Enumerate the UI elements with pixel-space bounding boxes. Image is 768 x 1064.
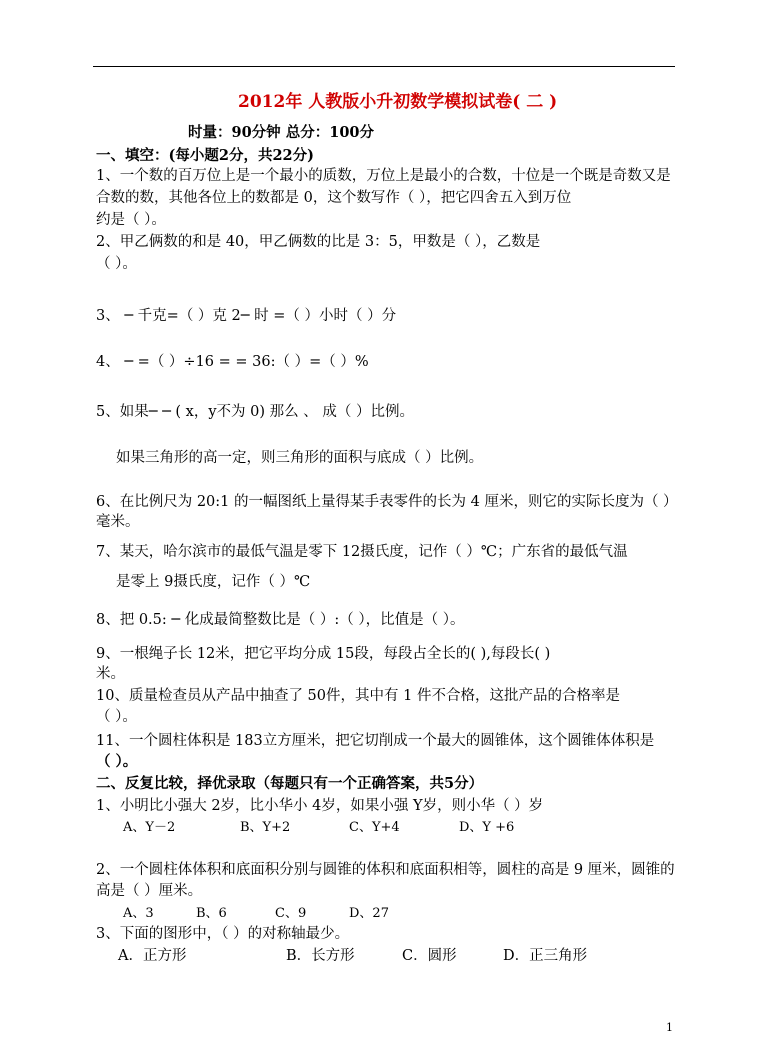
q8-line: 8、把 0.5: ─ 化成最简整数比是（ ）:（ ），比值是（ ）。 bbox=[96, 612, 465, 628]
q1-line1: 1、一个数的百万位上是一个最小的质数，万位上是最小的合数，十位是一个既是奇数又是 bbox=[96, 168, 671, 184]
q6-line1: 6、在比例尺为 20:1 的一幅图纸上量得某手表零件的长为 4 厘米，则它的实际长度为（ ） bbox=[96, 494, 678, 510]
q1-line2: 合数的数，其他各位上的数都是 0，这个数写作（ ），把它四舍五入到万位 bbox=[96, 190, 572, 206]
q9-line1: 9、一根绳子长 12米，把它平均分成 15段，每段占全长的( ),每段长( ) bbox=[96, 646, 551, 662]
s2-q2-option-c: C、9 bbox=[275, 906, 307, 921]
q10-line1: 10、质量检查员从产品中抽查了 50件，其中有 1 件不合格，这批产品的合格率是 bbox=[96, 688, 620, 704]
s2-q2-line1: 2、一个圆柱体体积和底面积分别与圆锥的体积和底面积相等，圆柱的高是 9 厘米，圆锥的 bbox=[96, 862, 675, 878]
section1-heading: 一、填空：(每小题2分，共22分) bbox=[96, 147, 314, 164]
s2-q3-option-b: B．长方形 bbox=[286, 948, 355, 964]
s2-q3-option-d: D．正三角形 bbox=[503, 948, 588, 964]
s2-q3-line: 3、下面的图形中，（ ）的对称轴最少。 bbox=[96, 926, 350, 942]
q9-line2: 米。 bbox=[96, 666, 125, 682]
q2-line2: （ ）。 bbox=[96, 256, 137, 272]
s2-q1-option-d: D、Y +6 bbox=[459, 820, 515, 835]
s2-q2-option-a: A、3 bbox=[123, 906, 154, 921]
s2-q1-option-b: B、Y+2 bbox=[240, 820, 291, 835]
q6-line2: 毫米。 bbox=[96, 514, 140, 530]
q5-line: 5、如果─ ─ ( x，y不为 0) 那么 、 成（ ）比例。 bbox=[96, 404, 414, 420]
q1-line3: 约是（ ）。 bbox=[96, 212, 166, 228]
s2-q3-option-c: C．圆形 bbox=[402, 948, 457, 964]
q10-line2: （ ）。 bbox=[96, 709, 137, 725]
s2-q2-option-b: B、6 bbox=[196, 906, 227, 921]
s2-q1-line: 1、小明比小强大 2岁，比小华小 4岁，如果小强 Y岁，则小华（ ）岁 bbox=[96, 798, 544, 814]
q2-line1: 2、甲乙俩数的和是 40，甲乙俩数的比是 3：5，甲数是（ ），乙数是 bbox=[96, 234, 541, 250]
header-rule bbox=[93, 66, 675, 67]
s2-q2-option-d: D、27 bbox=[349, 906, 389, 921]
exam-title: 2012年 人教版小升初数学模拟试卷( 二 ) bbox=[238, 92, 558, 112]
q7-line2: 是零上 9摄氏度，记作（ ）℃ bbox=[116, 574, 311, 590]
q4-line: 4、 ─ =（ ）÷16 = = 36:（ ）=（ ）% bbox=[96, 354, 369, 370]
section2-heading: 二、反复比较，择优录取（每题只有一个正确答案，共5分） bbox=[96, 775, 484, 792]
q7-line1: 7、某天，哈尔滨市的最低气温是零下 12摄氏度，记作（ ）℃；广东省的最低气温 bbox=[96, 544, 628, 560]
exam-meta: 时量：90分钟 总分：100分 bbox=[188, 124, 374, 141]
s2-q1-option-a: A、Y－2 bbox=[123, 820, 176, 835]
s2-q1-option-c: C、Y+4 bbox=[349, 820, 400, 835]
s2-q3-option-a: A．正方形 bbox=[118, 948, 187, 964]
q5b-line: 如果三角形的高一定，则三角形的面积与底成（ ）比例。 bbox=[116, 450, 484, 466]
q3-line: 3、 ─ 千克=（ ）克 2─ 时 =（ ）小时（ ）分 bbox=[96, 308, 397, 324]
page-number: 1 bbox=[666, 1021, 673, 1034]
s2-q2-line2: 高是（ ）厘米。 bbox=[96, 883, 203, 899]
q11-line1: 11、一个圆柱体积是 183立方厘米，把它切削成一个最大的圆锥体，这个圆锥体体积是 bbox=[96, 733, 655, 749]
q11-line2: （ ）。 bbox=[96, 753, 138, 770]
